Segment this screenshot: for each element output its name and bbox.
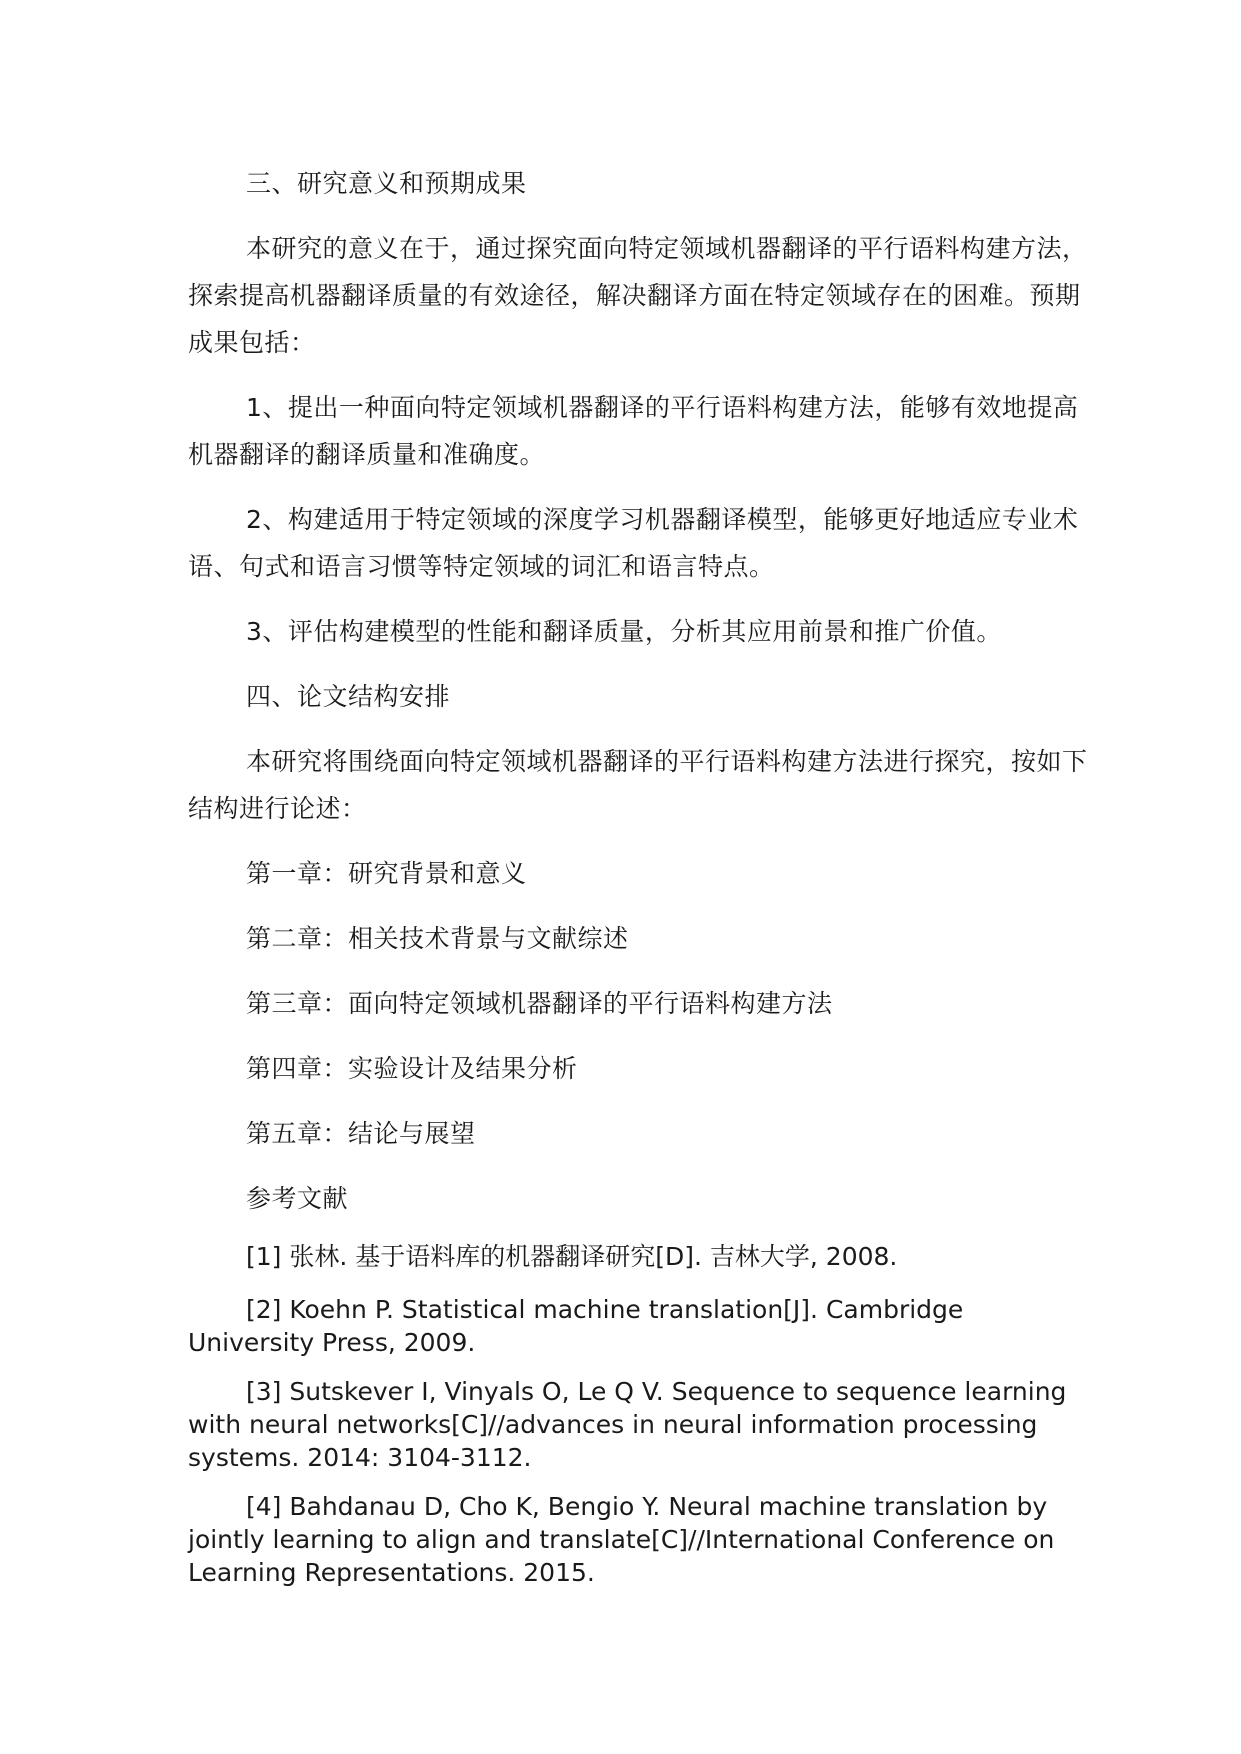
section-heading-significance: 三、研究意义和预期成果 [246,169,527,198]
chapter-item-5: 第五章：结论与展望 [246,1119,476,1148]
chapter-item-4: 第四章：实验设计及结果分析 [246,1054,578,1083]
significance-paragraph: 本研究的意义在于，通过探究面向特定领域机器翻译的平行语料构建方法，探索提高机器翻译质量的有效途径，解决翻译方面在特定领域存在的困难。预期成果包括： [188,234,1088,357]
reference-item-2: [2] Koehn P. Statistical machine translation[J]. Cambridge University Press, 2009. [188,1295,964,1357]
references-heading: 参考文献 [246,1184,349,1213]
outcome-item-2: 2、构建适用于特定领域的深度学习机器翻译模型，能够更好地适应专业术语、句式和语言习惯等特定领域的词汇和语言特点。 [188,505,1079,581]
section-heading-structure: 四、论文结构安排 [246,682,451,711]
outcome-item-3: 3、评估构建模型的性能和翻译质量，分析其应用前景和推广价值。 [246,617,1002,646]
structure-paragraph: 本研究将围绕面向特定领域机器翻译的平行语料构建方法进行探究，按如下结构进行论述： [188,747,1088,823]
chapter-item-2: 第二章：相关技术背景与文献综述 [246,924,629,953]
chapter-item-3: 第三章：面向特定领域机器翻译的平行语料构建方法 [246,989,833,1018]
outcome-item-1: 1、提出一种面向特定领域机器翻译的平行语料构建方法，能够有效地提高机器翻译的翻译质量和准确度。 [188,393,1079,469]
chapter-item-1: 第一章：研究背景和意义 [246,859,527,888]
reference-item-1: [1] 张林. 基于语料库的机器翻译研究[D]. 吉林大学, 2008. [246,1242,898,1271]
document-body [188,160,1088,1605]
reference-item-4: [4] Bahdanau D, Cho K, Bengio Y. Neural machine translation by jointly learning to align and translate[C]//International Conference on Learning Representations. 2015. [188,1492,1055,1587]
reference-item-3: [3] Sutskever I, Vinyals O, Le Q V. Sequence to sequence learning with neural networks[C]//advances in neural information processing systems. 2014: 3104-3112. [188,1377,1067,1472]
